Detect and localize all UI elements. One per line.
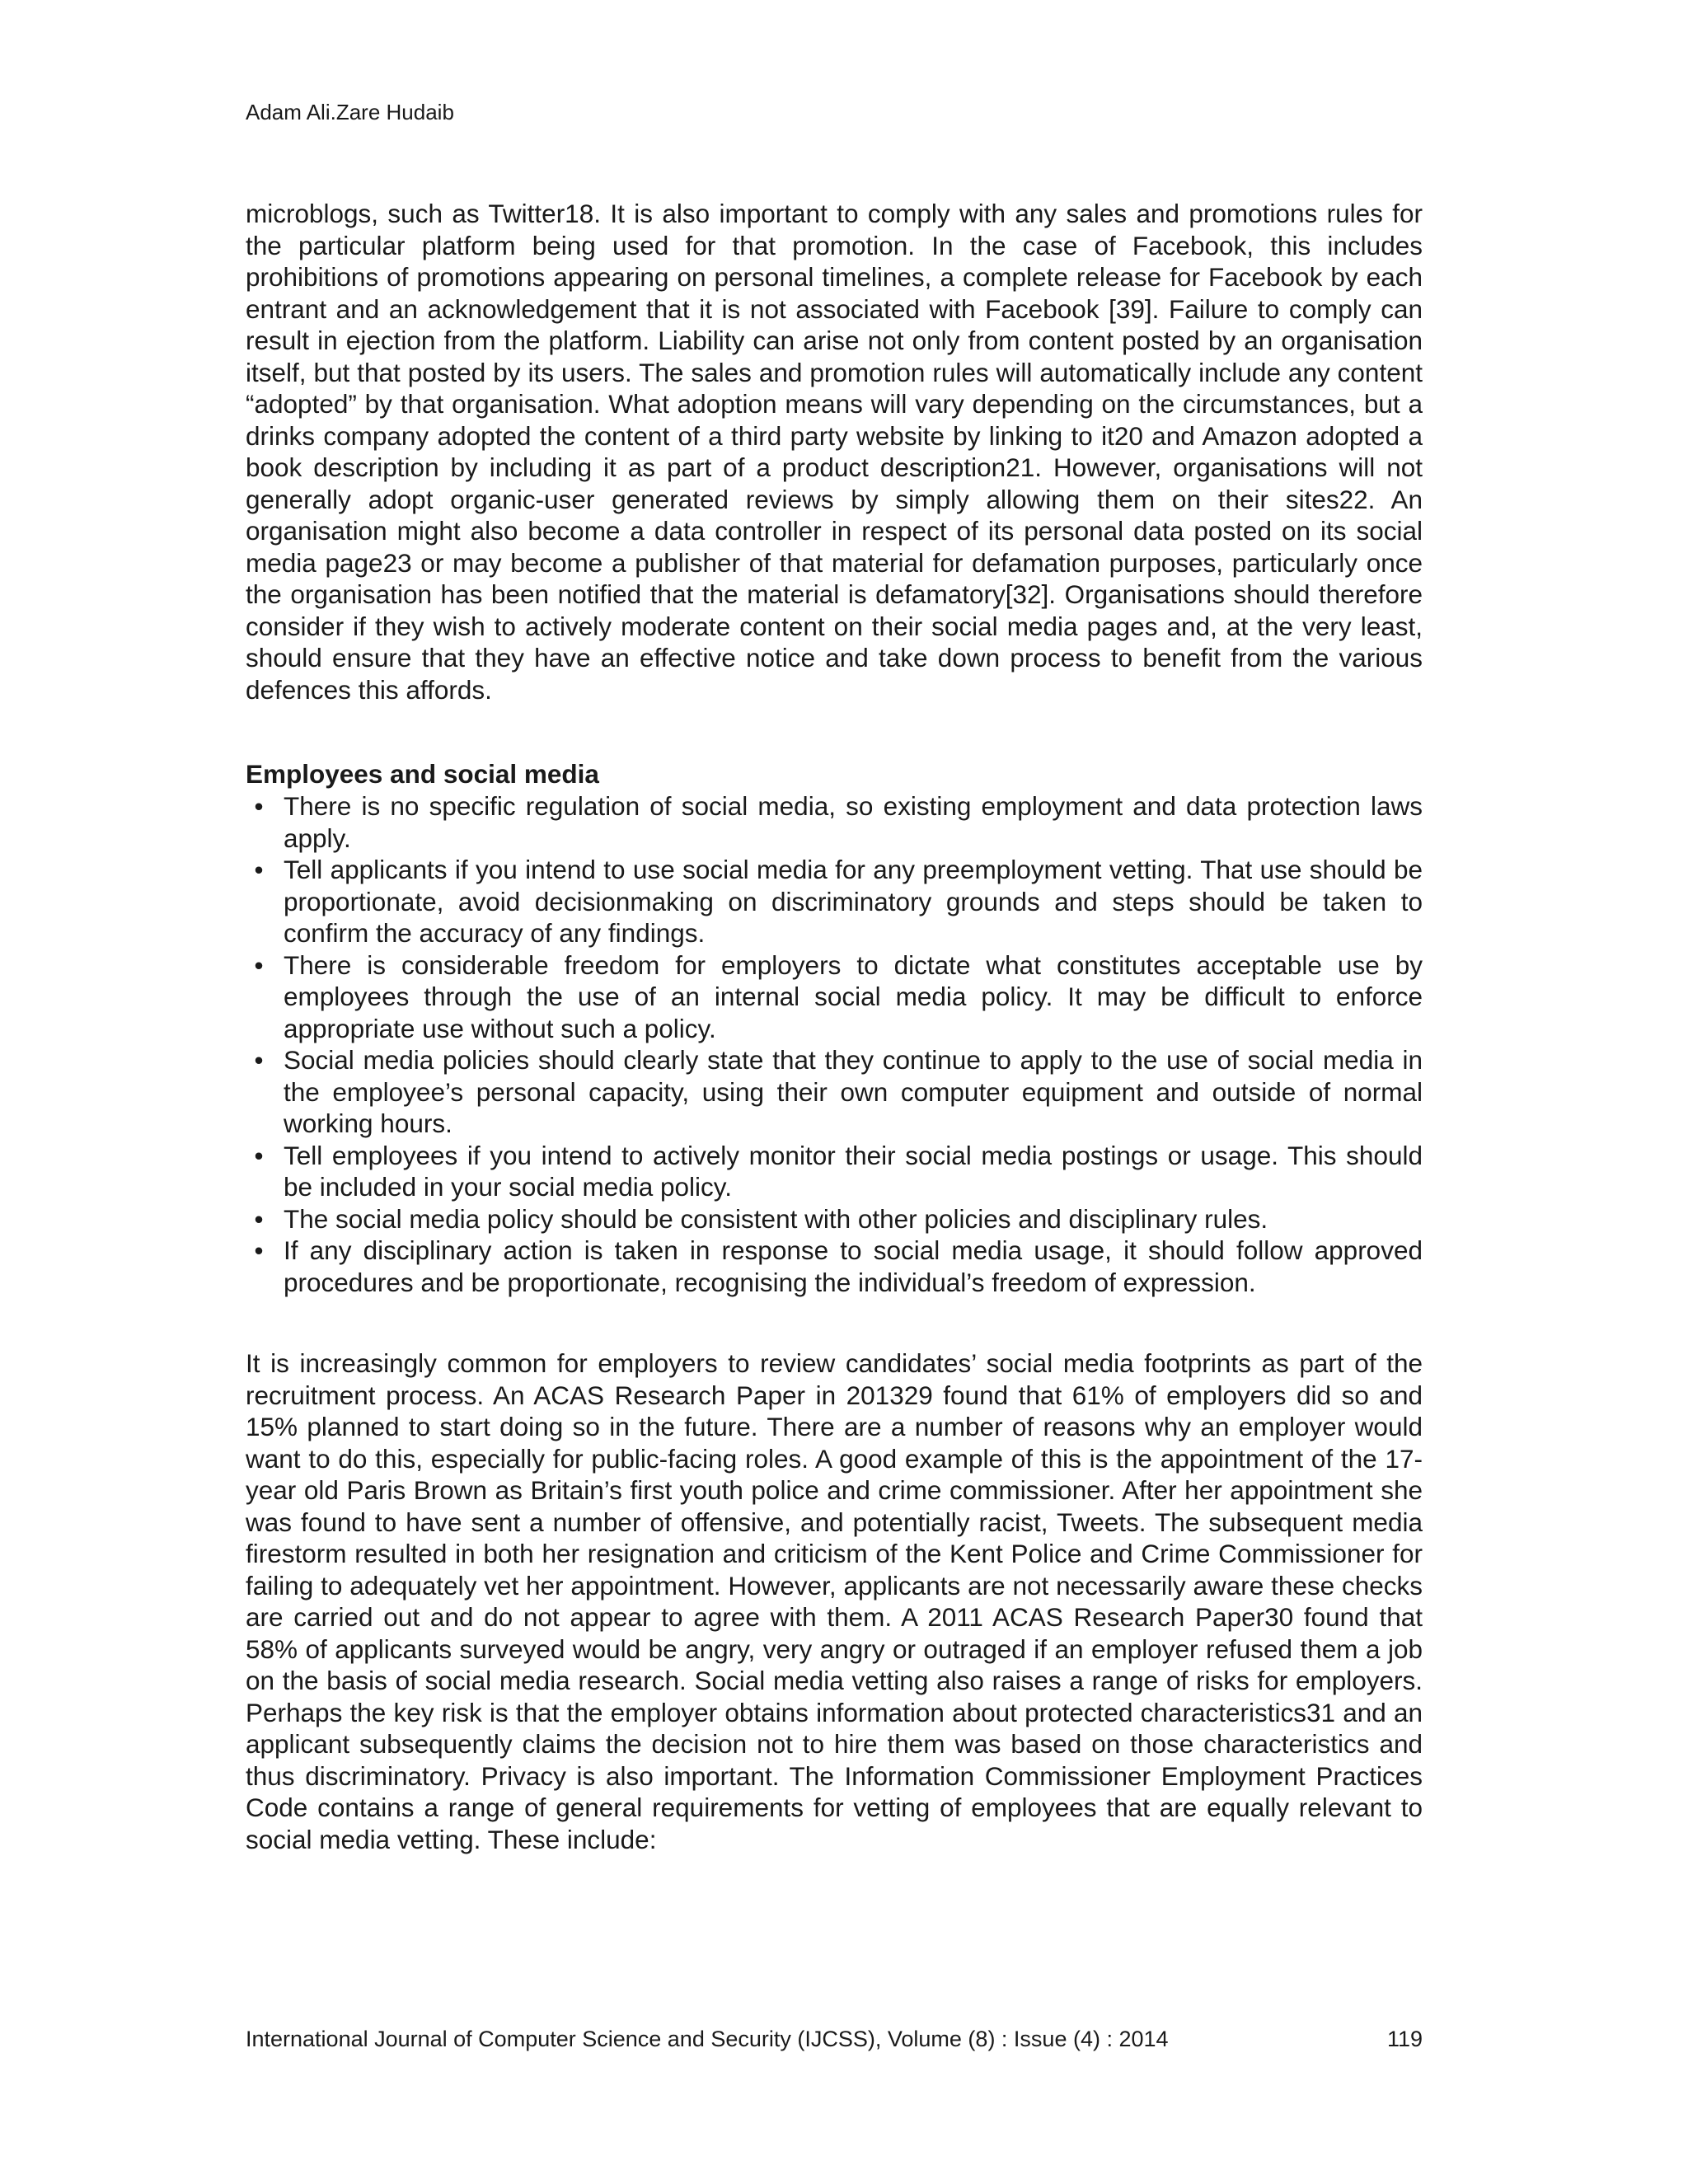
bullet-text: There is no specific regulation of social media, so existing employment and data protection laws apply.	[284, 791, 1423, 853]
bullet-text: Tell applicants if you intend to use social media for any preemployment vetting. That use should be proportionate, avoid decisionmaking on discriminatory grounds and steps should be taken to confirm the accuracy of any findings.	[284, 855, 1423, 948]
bullet-item	[246, 790, 1423, 854]
running-head-author: Adam Ali.Zare Hudaib	[246, 100, 454, 124]
bullet-list-employees	[246, 790, 1423, 1298]
footer-journal-citation: International Journal of Computer Science and Security (IJCSS), Volume (8) : Issue (4) : 2014	[246, 2027, 1169, 2051]
body-paragraph-1: microblogs, such as Twitter18. It is also important to comply with any sales and promotions rules for the particular platform being used for that promotion. In the case of Facebook, this includes prohibitions of promotions appearing on personal timelines, a complete release for Facebook by each entrant and an acknowledgement that it is not associated with Facebook [39]. Failure to comply can result in ejection from the platform. Liability can arise not only from content posted by an organisation itself, but that posted by its users. The sales and promotion rules will automatically include any content “adopted” by that organisation. What adoption means will vary depending on the circumstances, but a drinks company adopted the content of a third party website by linking to it20 and Amazon adopted a book description by including it as part of a product description21. However, organisations will not generally adopt organic-user generated reviews by simply allowing them on their sites22. An organisation might also become a data controller in respect of its personal data posted on its social media page23 or may become a publisher of that material for defamation purposes, particularly once the organisation has been notified that the material is defamatory[32]. Organisations should therefore consider if they wish to actively moderate content on their social media pages and, at the very least, should ensure that they have an effective notice and take down process to benefit from the various defences this affords.	[246, 199, 1423, 705]
bullet-text: If any disciplinary action is taken in response to social media usage, it should follow approved procedures and be proportionate, recognising the individual’s freedom of expression.	[284, 1235, 1423, 1297]
bullet-item	[246, 949, 1423, 1045]
bullet-item	[246, 854, 1423, 949]
bullet-icon: •	[254, 855, 264, 884]
bullet-icon: •	[254, 1235, 264, 1265]
bullet-icon: •	[254, 1045, 264, 1075]
footer-page-number: 119	[1386, 2027, 1423, 2051]
body-paragraph-2: It is increasingly common for employers to review candidates’ social media footprints as part of the recruitment process. An ACAS Research Paper in 201329 found that 61% of employers did so and 15% planned to start doing so in the future. There are a number of reasons why an employer would want to do this, especially for public-facing roles. A good example of this is the appointment of the 17-year old Paris Brown as Britain’s first youth police and crime commissioner. After her appointment she was found to have sent a number of offensive, and potentially racist, Tweets. The subsequent media firestorm resulted in both her resignation and criticism of the Kent Police and Crime Commissioner for failing to adequately vet her appointment. However, applicants are not necessarily aware these checks are carried out and do not appear to agree with them. A 2011 ACAS Research Paper30 found that 58% of applicants surveyed would be angry, very angry or outraged if an employer refused them a job on the basis of social media research. Social media vetting also raises a range of risks for employers. Perhaps the key risk is that the employer obtains information about protected characteristics31 and an applicant subsequently claims the decision not to hire them was based on those characteristics and thus discriminatory. Privacy is also important. The Information Commissioner Employment Practices Code contains a range of general requirements for vetting of employees that are equally relevant to social media vetting. These include:	[246, 1348, 1423, 1854]
bullet-item	[246, 1044, 1423, 1140]
bullet-item	[246, 1140, 1423, 1203]
bullet-icon: •	[254, 791, 264, 821]
section-heading-employees-social-media: Employees and social media	[246, 759, 599, 789]
bullet-item	[246, 1235, 1423, 1298]
bullet-text: Social media policies should clearly state that they continue to apply to the use of social media in the employee’s personal capacity, using their own computer equipment and outside of normal working hours.	[284, 1045, 1423, 1138]
bullet-icon: •	[254, 1140, 264, 1170]
bullet-icon: •	[254, 949, 264, 980]
bullet-text: The social media policy should be consistent with other policies and disciplinary rules.	[284, 1203, 1268, 1234]
bullet-item	[246, 1203, 1423, 1235]
bullet-icon: •	[254, 1203, 264, 1234]
bullet-text: There is considerable freedom for employers to dictate what constitutes acceptable use by employees through the use of an internal social media policy. It may be difficult to enforce appropriate use without such a policy.	[284, 949, 1423, 1043]
bullet-text: Tell employees if you intend to actively monitor their social media postings or usage. This should be included in your social media policy.	[284, 1140, 1423, 1202]
